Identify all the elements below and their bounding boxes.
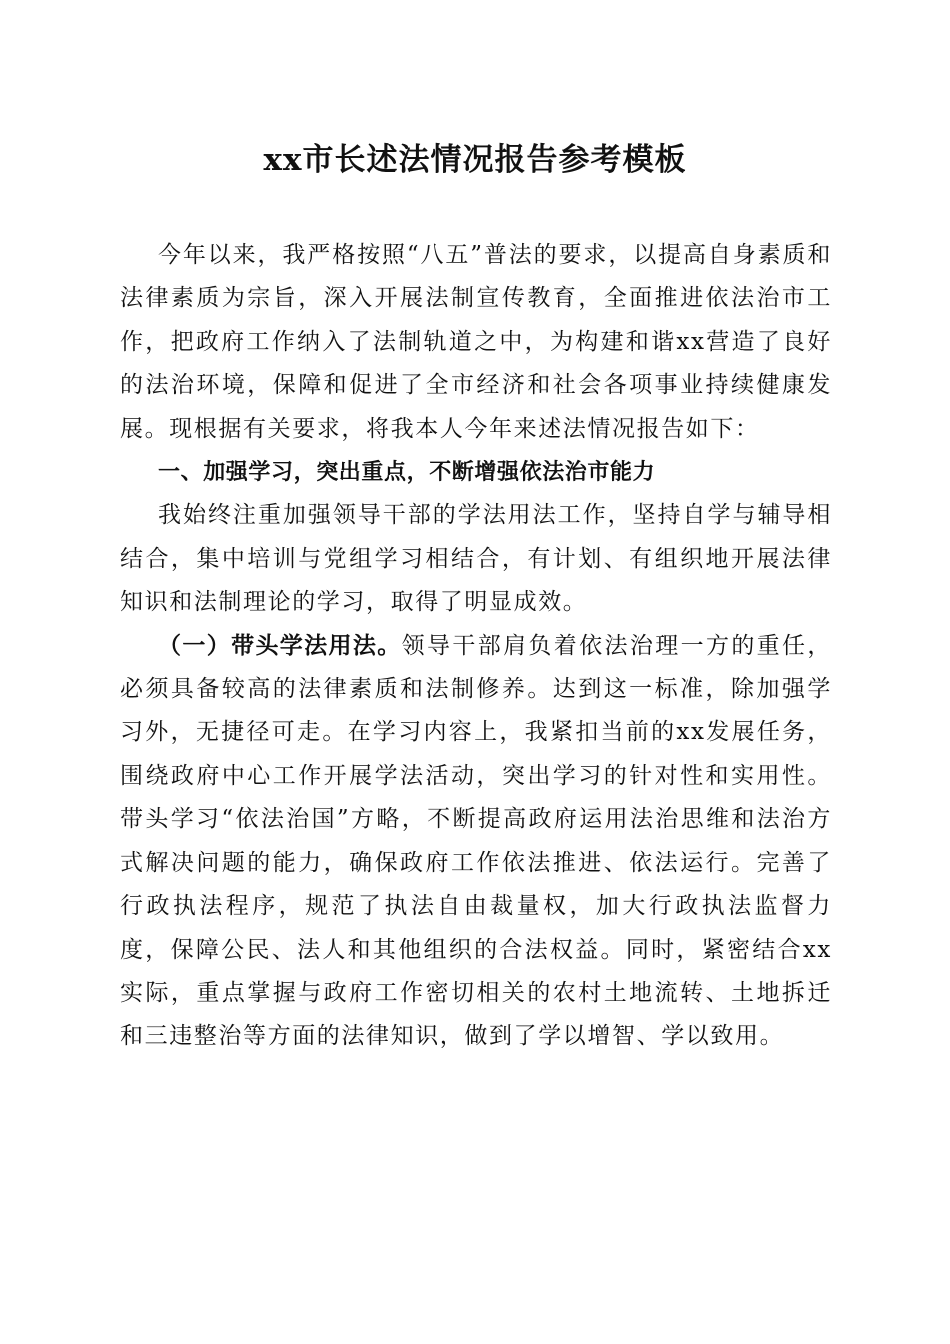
section-1-heading: 一、加强学习，突出重点，不断增强依法治市能力 bbox=[158, 460, 656, 486]
subsection-1-text: 领导干部肩负着依法治理一方的重任，必须具备较高的法律素质和法制修养。达到这一标准，除加强学习外，无捷径可走。在学习内容上，我紧扣当前的xx发展任务，围绕政府中心工作开展学法活动，突出学习的针对性和实用性。带头学习“依法治国”方略，不断提高政府运用法治思维和法治方式解决问题的能力，确保政府工作依法推进、依法运行。完善了行政执法程序，规范了执法自由裁量权，加大行政执法监督力度，保障公民、法人和其他组织的合法权益。同时，紧密结合xx实际，重点掌握与政府工作密切相关的农村土地流转、土地拆迁和三违整治等方面的法律知识，做到了学以增智、学以致用。 bbox=[120, 632, 833, 1050]
intro-paragraph: 今年以来，我严格按照“八五”普法的要求，以提高自身素质和法律素质为宗旨，深入开展法制宣传教育，全面推进依法治市工作，把政府工作纳入了法制轨道之中，为构建和谐xx营造了良好的法治环境，保障和促进了全市经济和社会各项事业持续健康发展。现根据有关要求，将我本人今年来述法情况报告如下： bbox=[120, 242, 832, 442]
section-1-paragraph: 我始终注重加强领导干部的学法用法工作，坚持自学与辅导相结合，集中培训与党组学习相结合，有计划、有组织地开展法律知识和法制理论的学习，取得了明显成效。 bbox=[120, 502, 832, 616]
subsection-1-paragraph bbox=[120, 625, 832, 1059]
document-body bbox=[120, 234, 832, 1059]
document-title: xx市长述法情况报告参考模板 bbox=[263, 142, 687, 178]
subsection-1-lead: （一）带头学法用法。 bbox=[158, 632, 402, 659]
